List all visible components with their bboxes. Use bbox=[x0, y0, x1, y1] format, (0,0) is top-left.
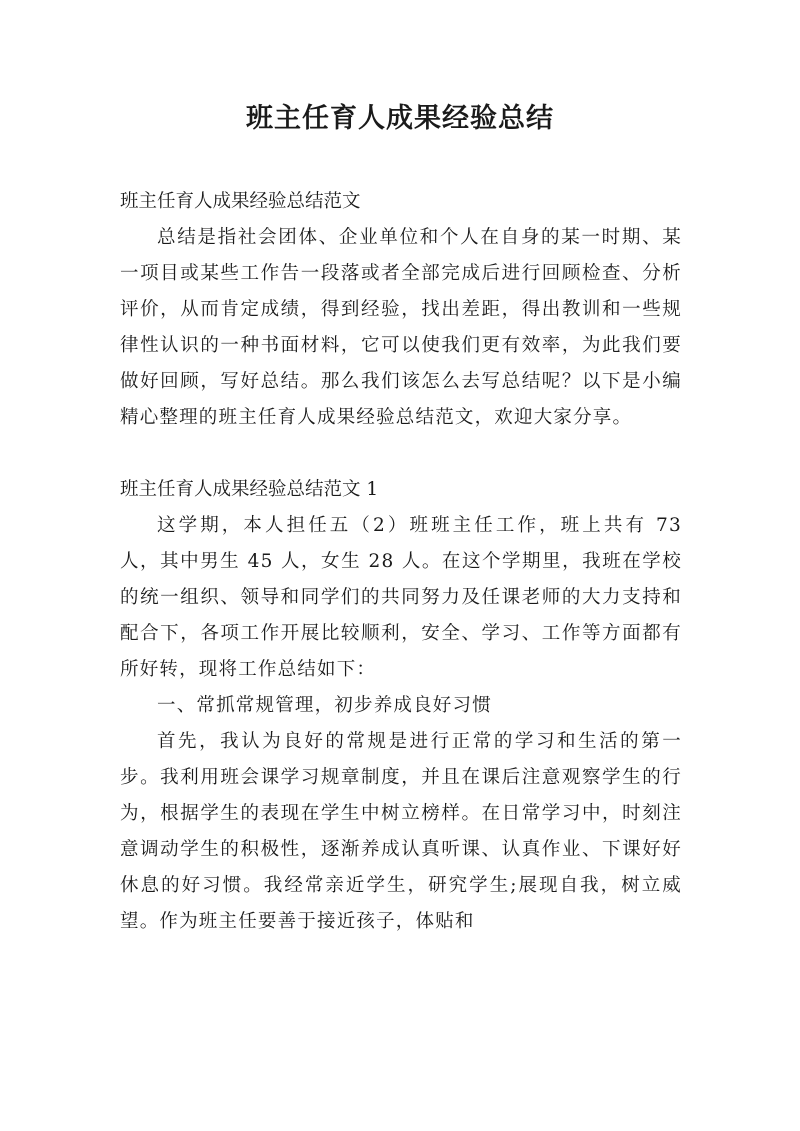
article-paragraph: 这学期，本人担任五（2）班班主任工作，班上共有 73 人，其中男生 45 人，女生 28 人。在这个学期里，我班在学校的统一组织、领导和同学们的共同努力及任课老师的大力支持和配合下，各项工作开展比较顺利，安全、学习、工作等方面都有所好转，现将工作总结如下： bbox=[120, 515, 682, 680]
article-subheading: 一、常抓常规管理，初步养成良好习惯 bbox=[157, 695, 492, 716]
intro-paragraph: 总结是指社会团体、企业单位和个人在自身的某一时期、某一项目或某些工作告一段落或者全部完成后进行回顾检查、分析评价，从而肯定成绩，得到经验，找出差距，得出教训和一些规律性认识的一种书面材料，它可以使我们更有效率，为此我们要做好回顾，写好总结。那么我们该怎么去写总结呢？以下是小编精心整理的班主任育人成果经验总结范文，欢迎大家分享。 bbox=[120, 227, 682, 428]
document-body bbox=[120, 184, 682, 940]
article-paragraph: 首先，我认为良好的常规是进行正常的学习和生活的第一步。我利用班会课学习规章制度，并且在课后注意观察学生的行为，根据学生的表现在学生中树立榜样。在日常学习中，时刻注意调动学生的积极性，逐渐养成认真听课、认真作业、下课好好休息的好习惯。我经常亲近学生，研究学生;展现自我，树立威望。作为班主任要善于接近孩子，体贴和 bbox=[120, 731, 682, 932]
paragraph-gap bbox=[120, 436, 682, 472]
section-heading: 班主任育人成果经验总结范文 bbox=[120, 191, 361, 212]
document-title: 班主任育人成果经验总结 bbox=[246, 103, 554, 134]
article-heading: 班主任育人成果经验总结范文 1 bbox=[120, 479, 379, 500]
